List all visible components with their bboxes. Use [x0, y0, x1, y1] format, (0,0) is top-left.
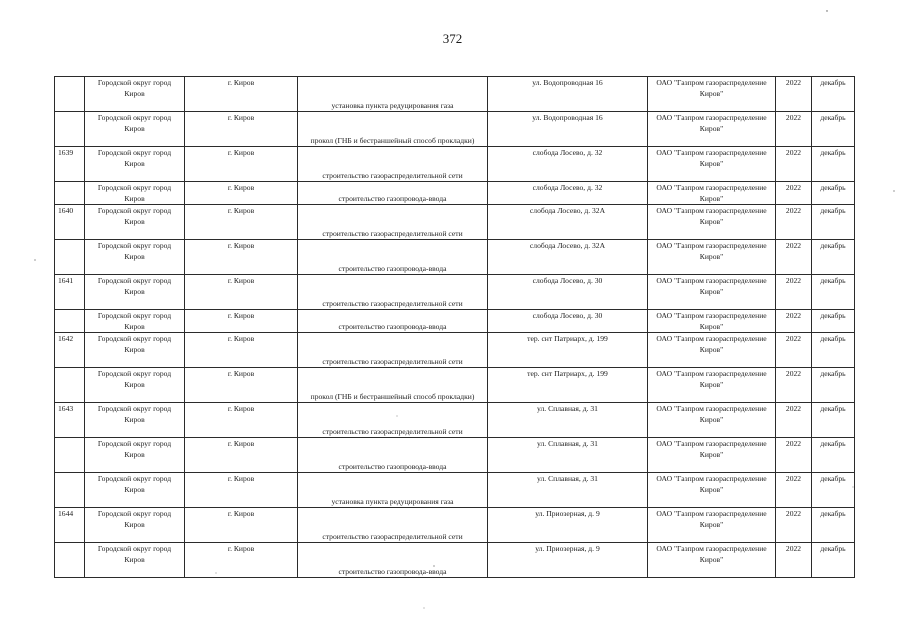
cell-month: декабрь: [812, 182, 855, 205]
cell-work-type: строительство газопровода-ввода: [298, 310, 488, 333]
cell-district: Городской округ город Киров: [85, 508, 185, 543]
cell-year: 2022: [776, 368, 812, 403]
cell-district: Городской округ город Киров: [85, 112, 185, 147]
cell-address: слобода Лосево, д. 30: [488, 310, 648, 333]
cell-year: 2022: [776, 182, 812, 205]
cell-address: ул. Сплавная, д. 31: [488, 473, 648, 508]
cell-month: декабрь: [812, 368, 855, 403]
cell-year: 2022: [776, 543, 812, 578]
cell-month: декабрь: [812, 310, 855, 333]
cell-organization: ОАО "Газпром газораспределение Киров": [648, 77, 776, 112]
cell-district: Городской округ город Киров: [85, 543, 185, 578]
cell-address: ул. Приозерная, д. 9: [488, 508, 648, 543]
table-row: [55, 543, 855, 578]
cell-address: ул. Сплавная, д. 31: [488, 403, 648, 438]
cell-month: декабрь: [812, 508, 855, 543]
cell-address: слобода Лосево, д. 30: [488, 275, 648, 310]
cell-organization: ОАО "Газпром газораспределение Киров": [648, 310, 776, 333]
cell-district: Городской округ город Киров: [85, 240, 185, 275]
cell-work-type: строительство газораспределительной сети: [298, 275, 488, 310]
cell-address: ул. Водопроводная 16: [488, 77, 648, 112]
cell-month: декабрь: [812, 403, 855, 438]
cell-address: ул. Приозерная, д. 9: [488, 543, 648, 578]
cell-address: слобода Лосево, д. 32А: [488, 205, 648, 240]
cell-number: 1643: [55, 403, 85, 438]
cell-district: Городской округ город Киров: [85, 368, 185, 403]
cell-organization: ОАО "Газпром газораспределение Киров": [648, 275, 776, 310]
cell-work-type: строительство газораспределительной сети: [298, 205, 488, 240]
cell-year: 2022: [776, 333, 812, 368]
cell-district: Городской округ город Киров: [85, 403, 185, 438]
cell-organization: ОАО "Газпром газораспределение Киров": [648, 543, 776, 578]
cell-work-type: строительство газопровода-ввода: [298, 438, 488, 473]
gas-works-table: [54, 76, 855, 578]
cell-organization: ОАО "Газпром газораспределение Киров": [648, 240, 776, 275]
cell-month: декабрь: [812, 438, 855, 473]
cell-district: Городской округ город Киров: [85, 205, 185, 240]
cell-settlement: г. Киров: [185, 182, 298, 205]
cell-organization: ОАО "Газпром газораспределение Киров": [648, 182, 776, 205]
cell-work-type: установка пункта редуцирования газа: [298, 77, 488, 112]
table-row: [55, 205, 855, 240]
cell-district: Городской округ город Киров: [85, 275, 185, 310]
cell-organization: ОАО "Газпром газораспределение Киров": [648, 403, 776, 438]
cell-number: 1640: [55, 205, 85, 240]
cell-address: слобода Лосево, д. 32: [488, 182, 648, 205]
cell-organization: ОАО "Газпром газораспределение Киров": [648, 368, 776, 403]
cell-settlement: г. Киров: [185, 438, 298, 473]
cell-settlement: г. Киров: [185, 508, 298, 543]
cell-number: 1644: [55, 508, 85, 543]
cell-settlement: г. Киров: [185, 147, 298, 182]
cell-year: 2022: [776, 275, 812, 310]
cell-month: декабрь: [812, 77, 855, 112]
cell-month: декабрь: [812, 240, 855, 275]
cell-organization: ОАО "Газпром газораспределение Киров": [648, 473, 776, 508]
cell-year: 2022: [776, 77, 812, 112]
cell-organization: ОАО "Газпром газораспределение Киров": [648, 438, 776, 473]
table-row: [55, 438, 855, 473]
cell-work-type: строительство газопровода-ввода: [298, 543, 488, 578]
table-row: [55, 508, 855, 543]
cell-address: тер. снт Патриарх, д. 199: [488, 368, 648, 403]
table-body: [55, 77, 855, 578]
cell-number: 1639: [55, 147, 85, 182]
cell-month: декабрь: [812, 112, 855, 147]
cell-number: 1641: [55, 275, 85, 310]
cell-settlement: г. Киров: [185, 112, 298, 147]
cell-organization: ОАО "Газпром газораспределение Киров": [648, 112, 776, 147]
cell-number: [55, 543, 85, 578]
cell-address: тер. снт Патриарх, д. 199: [488, 333, 648, 368]
cell-settlement: г. Киров: [185, 473, 298, 508]
cell-organization: ОАО "Газпром газораспределение Киров": [648, 508, 776, 543]
cell-month: декабрь: [812, 473, 855, 508]
cell-district: Городской округ город Киров: [85, 310, 185, 333]
table-row: [55, 275, 855, 310]
cell-address: ул. Сплавная, д. 31: [488, 438, 648, 473]
cell-address: слобода Лосево, д. 32: [488, 147, 648, 182]
cell-number: [55, 240, 85, 275]
cell-number: 1642: [55, 333, 85, 368]
table-row: [55, 112, 855, 147]
cell-district: Городской округ город Киров: [85, 77, 185, 112]
cell-work-type: строительство газопровода-ввода: [298, 182, 488, 205]
cell-organization: ОАО "Газпром газораспределение Киров": [648, 333, 776, 368]
cell-work-type: строительство газораспределительной сети: [298, 403, 488, 438]
cell-year: 2022: [776, 310, 812, 333]
cell-year: 2022: [776, 205, 812, 240]
cell-number: [55, 182, 85, 205]
cell-number: [55, 77, 85, 112]
cell-number: [55, 112, 85, 147]
cell-settlement: г. Киров: [185, 403, 298, 438]
cell-year: 2022: [776, 473, 812, 508]
table-row: [55, 77, 855, 112]
cell-year: 2022: [776, 403, 812, 438]
cell-work-type: строительство газораспределительной сети: [298, 147, 488, 182]
cell-district: Городской округ город Киров: [85, 333, 185, 368]
cell-district: Городской округ город Киров: [85, 147, 185, 182]
cell-year: 2022: [776, 438, 812, 473]
cell-settlement: г. Киров: [185, 543, 298, 578]
cell-settlement: г. Киров: [185, 240, 298, 275]
table-row: [55, 240, 855, 275]
cell-work-type: установка пункта редуцирования газа: [298, 473, 488, 508]
cell-number: [55, 473, 85, 508]
cell-number: [55, 310, 85, 333]
cell-month: декабрь: [812, 333, 855, 368]
cell-work-type: строительство газораспределительной сети: [298, 333, 488, 368]
cell-work-type: строительство газопровода-ввода: [298, 240, 488, 275]
cell-month: декабрь: [812, 275, 855, 310]
cell-settlement: г. Киров: [185, 368, 298, 403]
cell-number: [55, 368, 85, 403]
table-row: [55, 310, 855, 333]
cell-work-type: прокол (ГНБ и бестраншейный способ прокладки): [298, 112, 488, 147]
cell-organization: ОАО "Газпром газораспределение Киров": [648, 205, 776, 240]
cell-year: 2022: [776, 112, 812, 147]
table-row: [55, 182, 855, 205]
cell-year: 2022: [776, 147, 812, 182]
cell-address: ул. Водопроводная 16: [488, 112, 648, 147]
cell-district: Городской округ город Киров: [85, 473, 185, 508]
cell-settlement: г. Киров: [185, 77, 298, 112]
cell-work-type: строительство газораспределительной сети: [298, 508, 488, 543]
cell-year: 2022: [776, 508, 812, 543]
table-row: [55, 147, 855, 182]
table-row: [55, 473, 855, 508]
page-number: 372: [442, 31, 463, 46]
cell-year: 2022: [776, 240, 812, 275]
cell-settlement: г. Киров: [185, 275, 298, 310]
cell-month: декабрь: [812, 147, 855, 182]
table-row: [55, 368, 855, 403]
cell-work-type: прокол (ГНБ и бестраншейный способ прокладки): [298, 368, 488, 403]
cell-number: [55, 438, 85, 473]
cell-settlement: г. Киров: [185, 205, 298, 240]
cell-month: декабрь: [812, 205, 855, 240]
cell-organization: ОАО "Газпром газораспределение Киров": [648, 147, 776, 182]
table-row: [55, 333, 855, 368]
cell-month: декабрь: [812, 543, 855, 578]
cell-settlement: г. Киров: [185, 310, 298, 333]
cell-district: Городской округ город Киров: [85, 182, 185, 205]
table-row: [55, 403, 855, 438]
cell-address: слобода Лосево, д. 32А: [488, 240, 648, 275]
cell-district: Городской округ город Киров: [85, 438, 185, 473]
cell-settlement: г. Киров: [185, 333, 298, 368]
